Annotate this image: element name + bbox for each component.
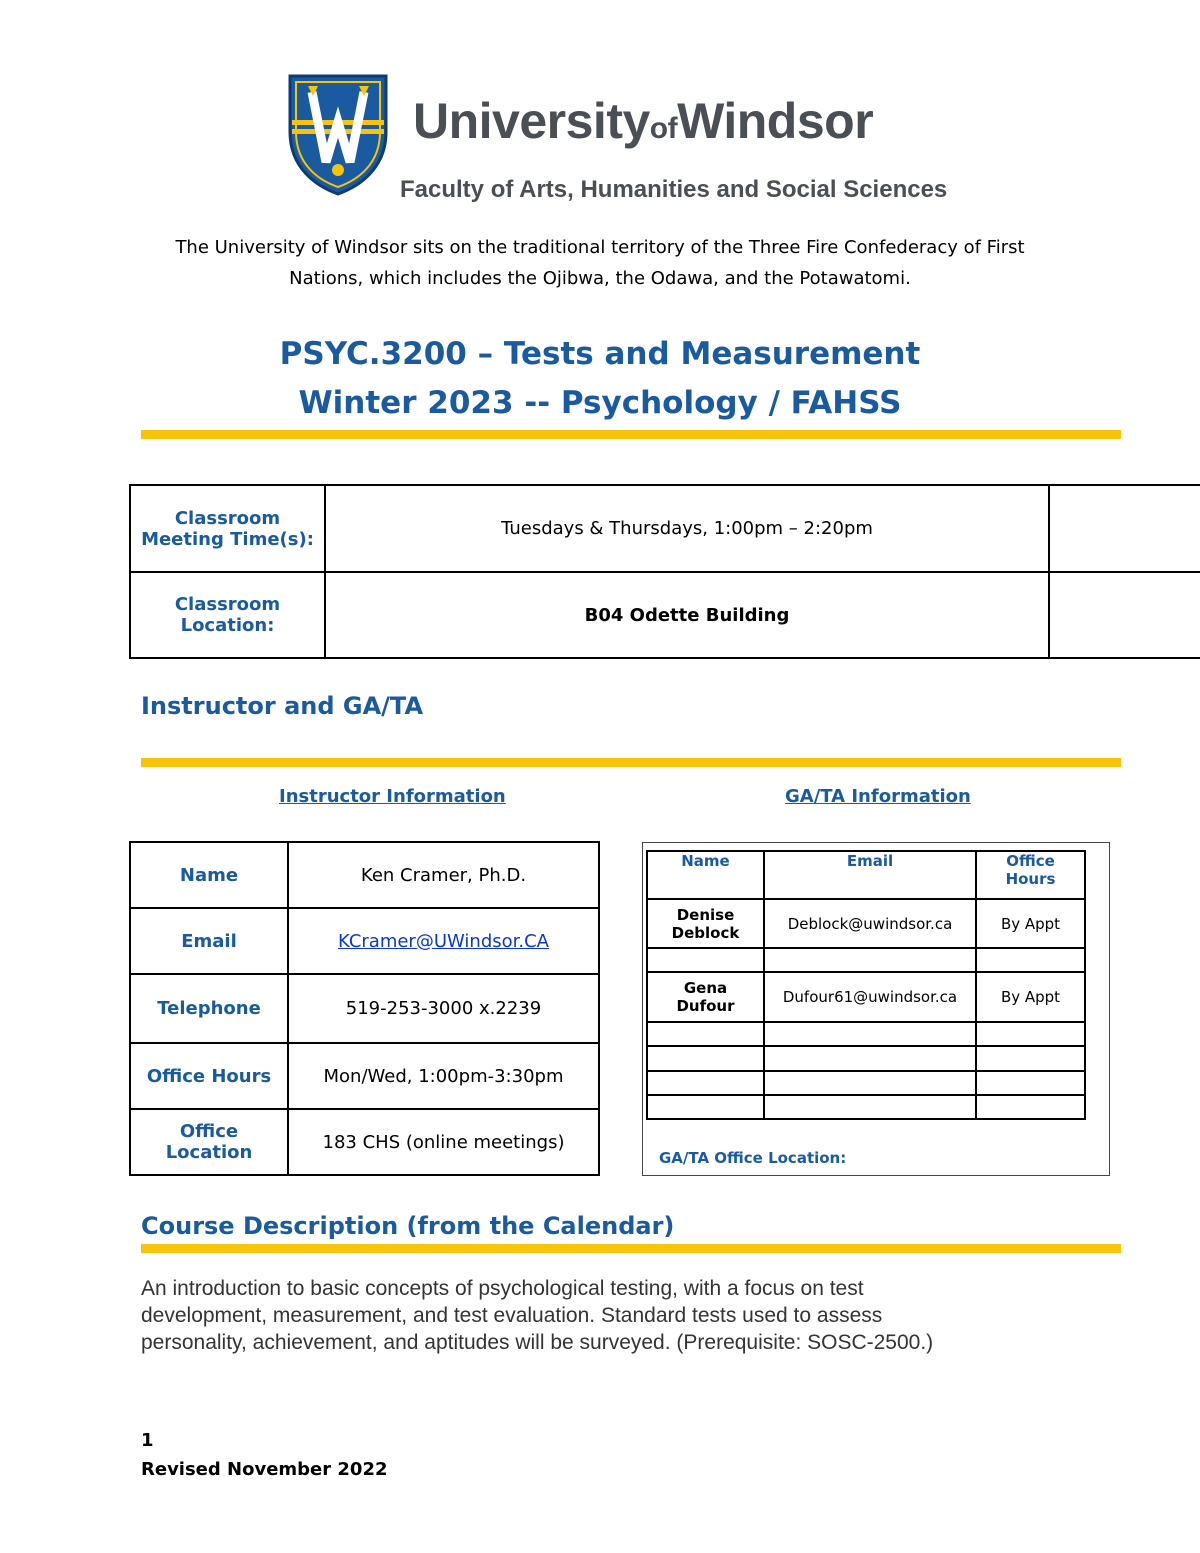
gata-email: Dufour61@uwindsor.ca bbox=[764, 972, 976, 1022]
divider bbox=[141, 1244, 1121, 1253]
email-link[interactable]: KCramer@UWindsor.CA bbox=[338, 930, 549, 952]
course-title: PSYC.3200 – Tests and Measurement bbox=[279, 336, 921, 372]
empty-cell bbox=[1049, 485, 1200, 572]
university-shield-logo bbox=[286, 72, 390, 196]
logo-wordmark: UniversityofWindsor bbox=[413, 93, 874, 149]
instructor-section-heading: Instructor and GA/TA bbox=[141, 692, 424, 720]
name-value: Ken Cramer, Ph.D. bbox=[288, 842, 599, 908]
gata-hours: By Appt bbox=[976, 899, 1085, 948]
gata-hours: By Appt bbox=[976, 972, 1085, 1022]
table-row bbox=[130, 485, 1200, 572]
office-location-value: 183 CHS (online meetings) bbox=[288, 1109, 599, 1175]
land-acknowledgement-line-1: The University of Windsor sits on the traditional territory of the Three Fire Confederacy of First bbox=[175, 237, 1025, 258]
land-acknowledgement-line-2: Nations, which includes the Ojibwa, the Odawa, and the Potawatomi. bbox=[289, 268, 911, 289]
office-location-label: Office Location bbox=[130, 1109, 288, 1175]
page-number: 1 bbox=[141, 1430, 154, 1451]
table-row bbox=[130, 908, 599, 974]
meeting-time-label: Classroom Meeting Time(s): bbox=[130, 485, 325, 572]
logo-faculty-name: Faculty of Arts, Humanities and Social Sciences bbox=[400, 176, 948, 203]
office-hours-label: Office Hours bbox=[130, 1043, 288, 1109]
gata-table bbox=[646, 850, 1086, 1120]
office-hours-value: Mon/Wed, 1:00pm-3:30pm bbox=[288, 1043, 599, 1109]
instructor-table bbox=[129, 841, 600, 1176]
table-row bbox=[647, 1095, 1085, 1119]
email-label: Email bbox=[130, 908, 288, 974]
gata-office-location-label: GA/TA Office Location: bbox=[659, 1149, 847, 1167]
revised-date: Revised November 2022 bbox=[141, 1459, 388, 1480]
course-description-text: An introduction to basic concepts of psychological testing, with a focus on test development, measurement, and test evaluation. Standard tests used to assess personality, achievement, and aptitudes will be surveyed. (Prerequisite: SOSC-2500.) bbox=[141, 1277, 934, 1354]
divider bbox=[141, 758, 1121, 767]
gata-name-header: Name bbox=[647, 851, 764, 899]
course-description-heading: Course Description (from the Calendar) bbox=[141, 1212, 675, 1240]
telephone-label: Telephone bbox=[130, 974, 288, 1043]
gata-hours-header: Office Hours bbox=[976, 851, 1085, 899]
email-value bbox=[288, 908, 599, 974]
table-row bbox=[130, 842, 599, 908]
location-label: Classroom Location: bbox=[130, 572, 325, 658]
table-row bbox=[647, 1071, 1085, 1095]
location-value: B04 Odette Building bbox=[325, 572, 1049, 658]
table-row bbox=[130, 572, 1200, 658]
table-row bbox=[647, 899, 1085, 948]
table-row bbox=[647, 851, 1085, 899]
meeting-time-value: Tuesdays & Thursdays, 1:00pm – 2:20pm bbox=[325, 485, 1049, 572]
table-row bbox=[647, 972, 1085, 1022]
gata-name: Denise Deblock bbox=[647, 899, 764, 948]
table-row bbox=[130, 974, 599, 1043]
instructor-info-heading: Instructor Information bbox=[279, 786, 506, 807]
telephone-value: 519-253-3000 x.2239 bbox=[288, 974, 599, 1043]
divider bbox=[141, 430, 1121, 439]
gata-name: Gena Dufour bbox=[647, 972, 764, 1022]
gata-email: Deblock@uwindsor.ca bbox=[764, 899, 976, 948]
classroom-table bbox=[129, 484, 1200, 659]
course-term: Winter 2023 -- Psychology / FAHSS bbox=[298, 385, 902, 421]
table-row bbox=[130, 1043, 599, 1109]
table-row bbox=[130, 1109, 599, 1175]
empty-cell bbox=[1049, 572, 1200, 658]
table-row bbox=[647, 1046, 1085, 1071]
name-label: Name bbox=[130, 842, 288, 908]
gata-info-heading: GA/TA Information bbox=[785, 786, 971, 807]
table-row bbox=[647, 948, 1085, 972]
table-row bbox=[647, 1022, 1085, 1046]
gata-email-header: Email bbox=[764, 851, 976, 899]
